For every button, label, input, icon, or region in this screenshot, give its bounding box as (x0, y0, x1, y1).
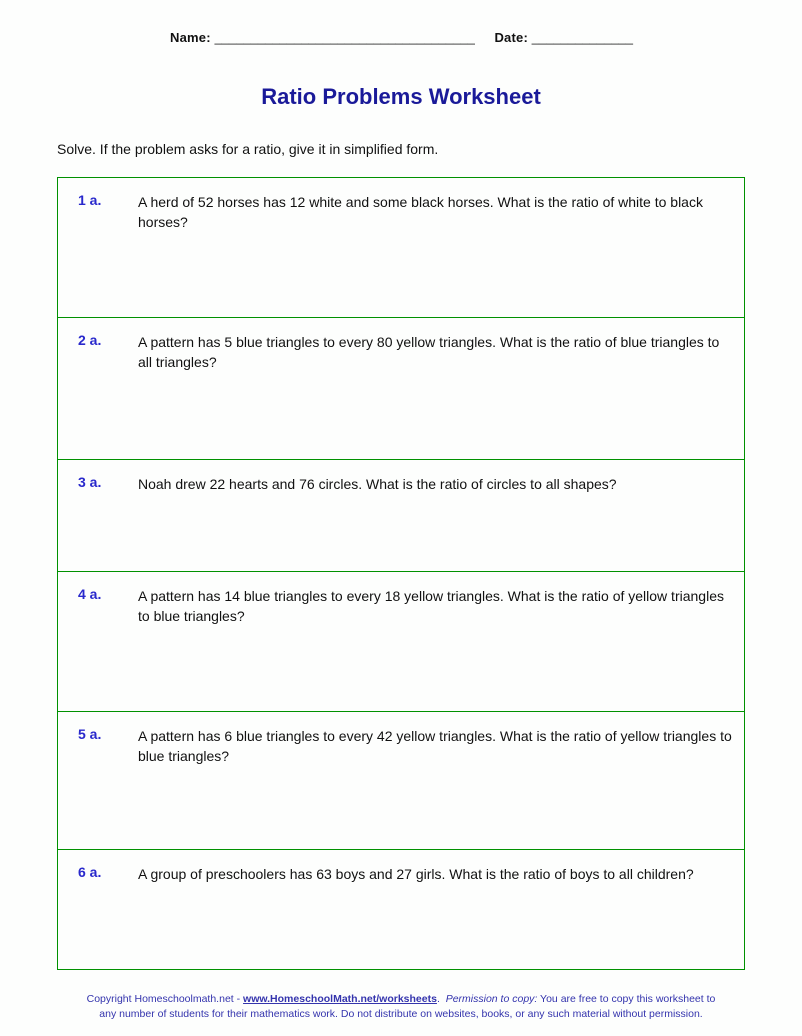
problem-text: Noah drew 22 hearts and 76 circles. What is the ratio of circles to all shapes? (138, 476, 617, 492)
problem-number: 3 a. (78, 474, 102, 490)
problem-row-2 (58, 318, 744, 460)
permission-label: Permission to copy: (445, 993, 538, 1005)
problem-row-3 (58, 460, 744, 572)
problem-row-4 (58, 572, 744, 712)
problem-row-6 (58, 850, 744, 969)
problems-table (57, 177, 745, 970)
footer-copyright-text: Copyright Homeschoolmath.net - (86, 993, 244, 1005)
footer-link-suffix: . (436, 993, 446, 1005)
problem-text: A pattern has 14 blue triangles to every 18 yellow triangles. What is the ratio of yellow triangles to blue triangles? (138, 588, 724, 624)
name-label: Name: (170, 30, 211, 45)
worksheets-link[interactable]: www.HomeschoolMath.net/worksheets (243, 993, 437, 1005)
problem-number: 4 a. (78, 586, 102, 602)
date-label: Date: (494, 30, 528, 45)
page-title: Ratio Problems Worksheet (261, 84, 541, 109)
problem-row-5 (58, 712, 744, 850)
name-write-line: ____________________________________ (214, 30, 475, 45)
date-write-line: ______________ (531, 30, 634, 45)
footer (0, 992, 802, 1022)
name-date-row (170, 30, 633, 45)
problem-text: A group of preschoolers has 63 boys and 27 girls. What is the ratio of boys to all children? (138, 866, 694, 882)
problem-number: 2 a. (78, 332, 102, 348)
problem-number: 1 a. (78, 192, 102, 208)
problem-text: A pattern has 5 blue triangles to every 80 yellow triangles. What is the ratio of blue triangles to all triangles? (138, 334, 720, 370)
problem-number: 6 a. (78, 864, 102, 880)
problem-number: 5 a. (78, 726, 102, 742)
permission-text: You are free to copy this worksheet to any number of students for their mathematics work. Do not distribute on websites, books, or any such material without permission. (99, 993, 716, 1020)
problem-text: A pattern has 6 blue triangles to every 42 yellow triangles. What is the ratio of yellow triangles to blue triangles? (138, 728, 732, 764)
problem-text: A herd of 52 horses has 12 white and some black horses. What is the ratio of white to black horses? (138, 194, 703, 230)
instructions-text: Solve. If the problem asks for a ratio, give it in simplified form. (57, 141, 439, 157)
footer-copyright (81, 992, 721, 1022)
problem-row-1 (58, 178, 744, 318)
